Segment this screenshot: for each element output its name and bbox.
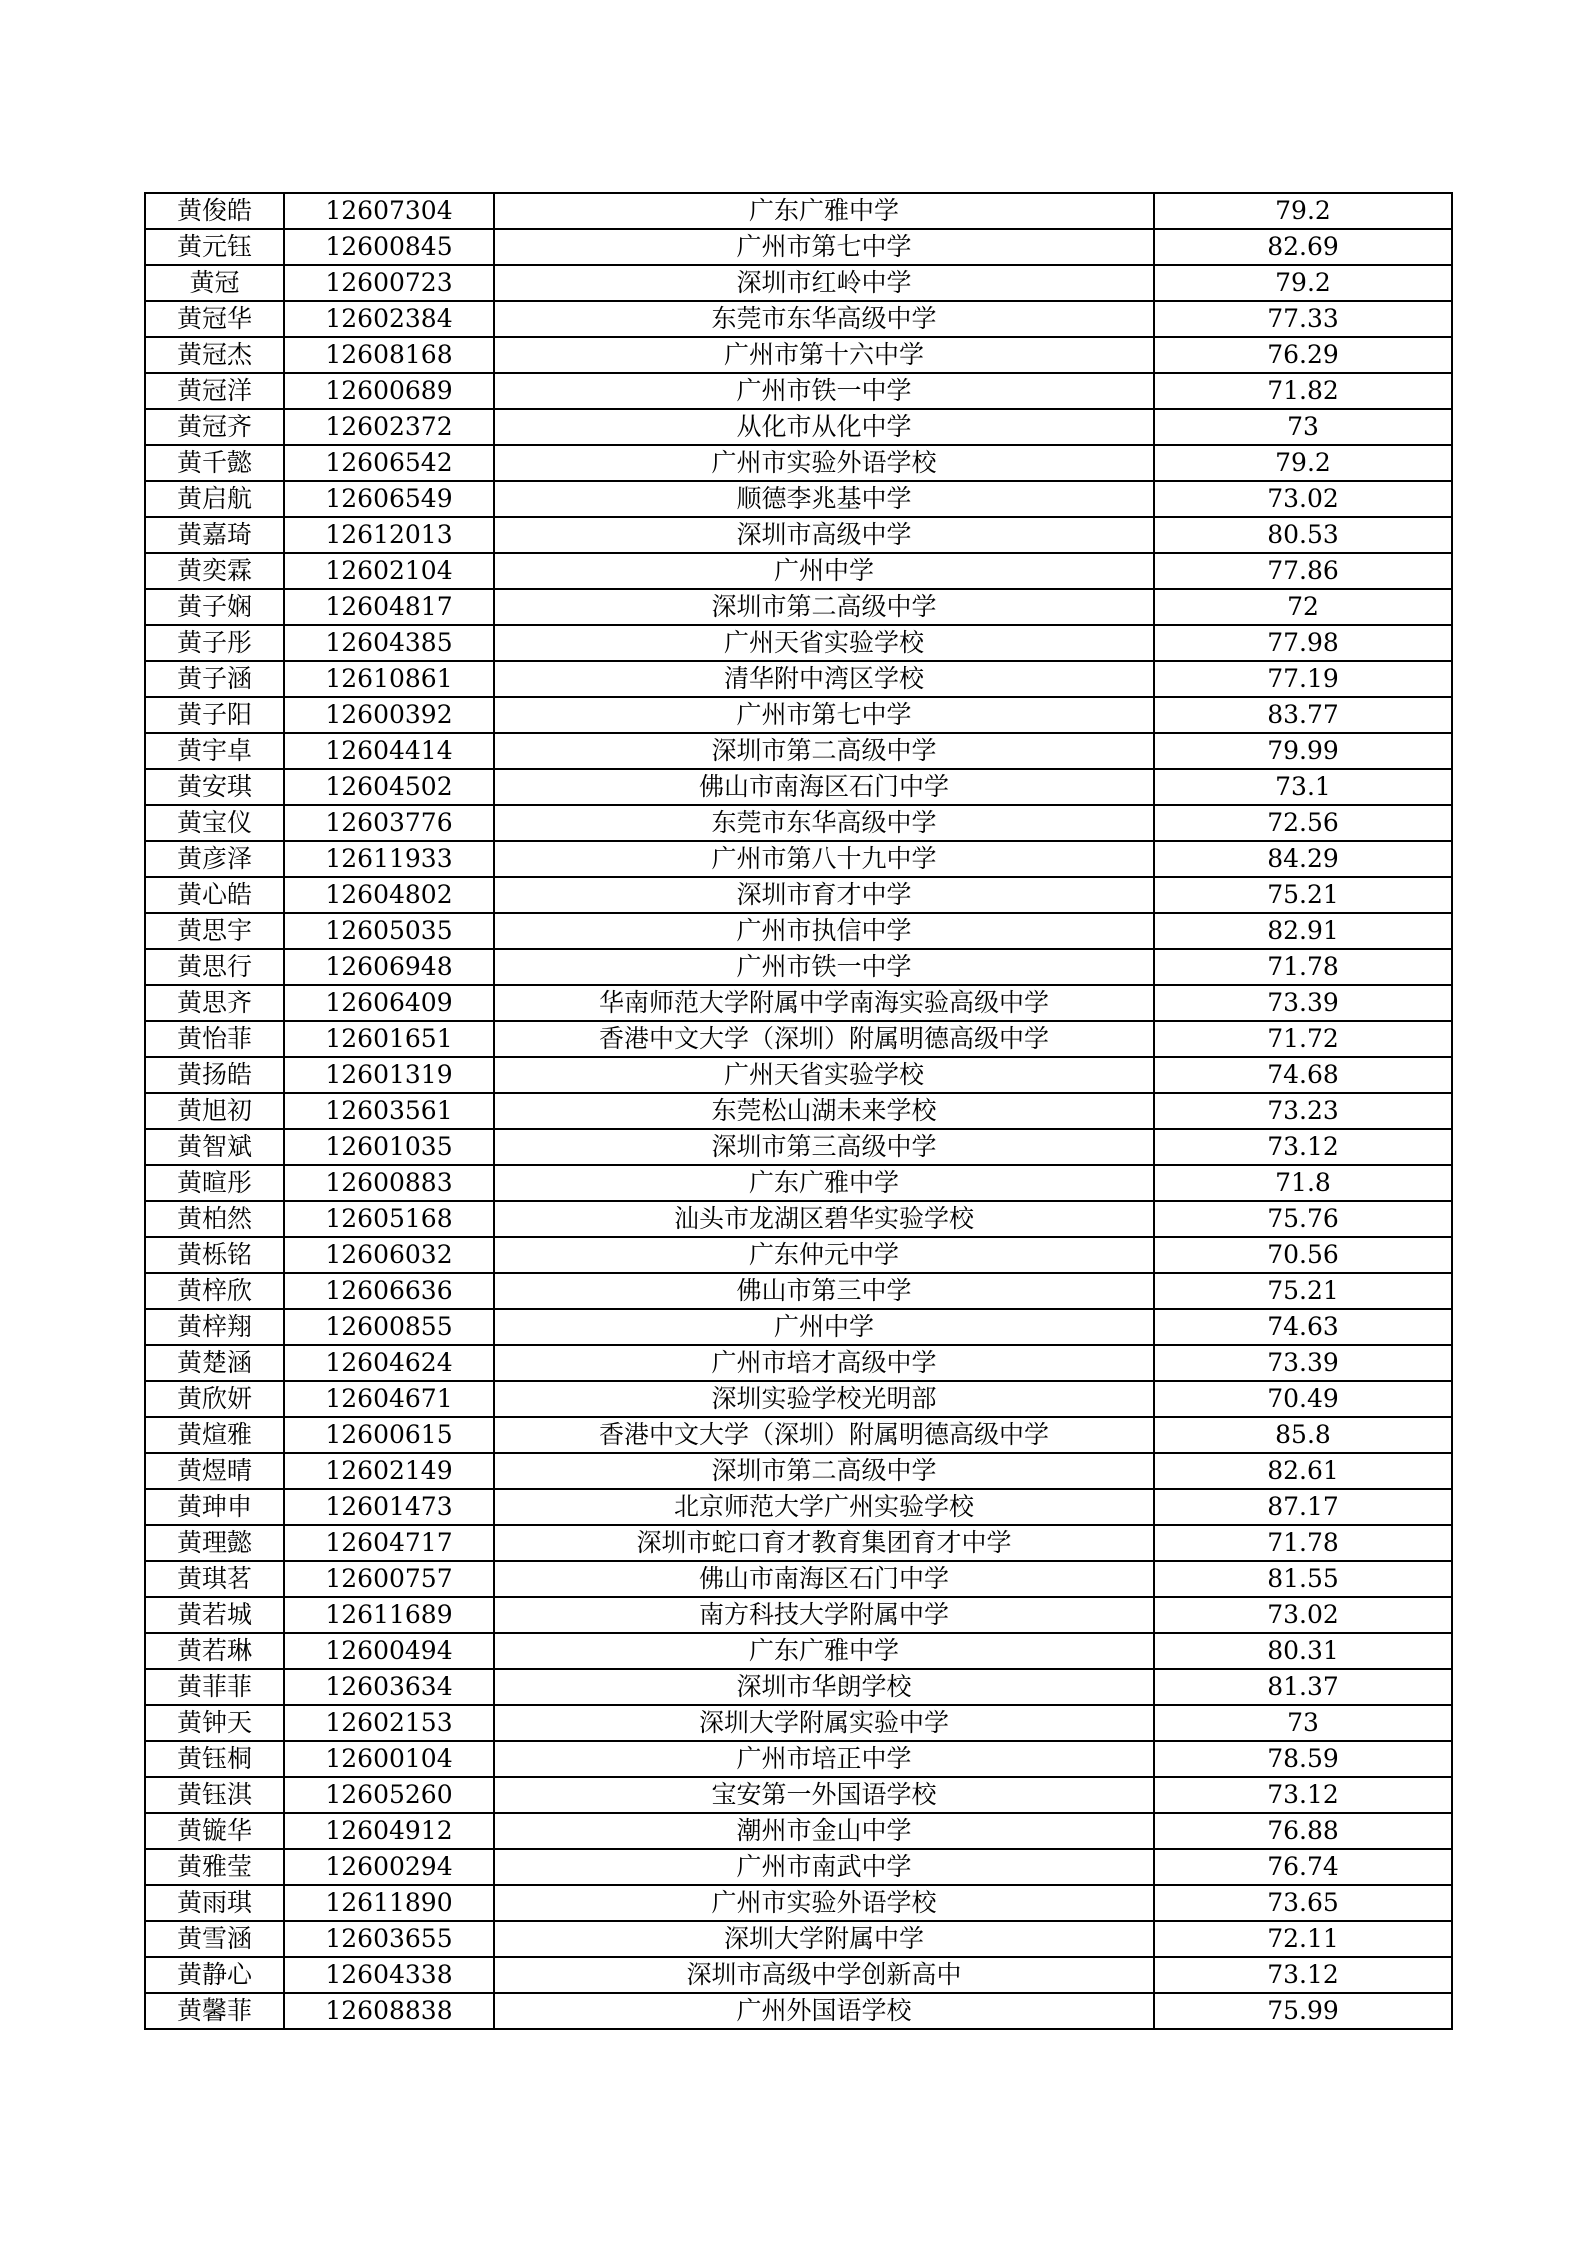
school-name-cell: 广州市铁一中学	[494, 949, 1154, 985]
student-id-cell: 12600392	[284, 697, 494, 733]
student-name-cell: 黄镟华	[145, 1813, 284, 1849]
table-row	[145, 1129, 1452, 1165]
student-id-cell: 12612013	[284, 517, 494, 553]
table-row	[145, 661, 1452, 697]
student-name-cell: 黄千懿	[145, 445, 284, 481]
score-cell: 77.19	[1154, 661, 1452, 697]
student-name-cell: 黄宇卓	[145, 733, 284, 769]
school-name-cell: 香港中文大学（深圳）附属明德高级中学	[494, 1417, 1154, 1453]
school-name-cell: 广东广雅中学	[494, 1165, 1154, 1201]
school-name-cell: 深圳市蛇口育才教育集团育才中学	[494, 1525, 1154, 1561]
school-name-cell: 广州中学	[494, 1309, 1154, 1345]
student-name-cell: 黄静心	[145, 1957, 284, 1993]
score-cell: 80.31	[1154, 1633, 1452, 1669]
student-id-cell: 12602149	[284, 1453, 494, 1489]
table-row	[145, 1849, 1452, 1885]
table-row	[145, 1993, 1452, 2029]
student-name-cell: 黄欣妍	[145, 1381, 284, 1417]
score-cell: 71.78	[1154, 1525, 1452, 1561]
student-id-cell: 12603561	[284, 1093, 494, 1129]
score-cell: 73.39	[1154, 1345, 1452, 1381]
student-name-cell: 黄俊皓	[145, 193, 284, 229]
student-id-cell: 12611890	[284, 1885, 494, 1921]
school-name-cell: 广州市第七中学	[494, 697, 1154, 733]
student-name-cell: 黄若城	[145, 1597, 284, 1633]
student-id-cell: 12605260	[284, 1777, 494, 1813]
school-name-cell: 潮州市金山中学	[494, 1813, 1154, 1849]
student-id-cell: 12602104	[284, 553, 494, 589]
school-name-cell: 深圳市高级中学创新高中	[494, 1957, 1154, 1993]
student-id-cell: 12606409	[284, 985, 494, 1021]
student-id-cell: 12603776	[284, 805, 494, 841]
table-row	[145, 1561, 1452, 1597]
student-id-cell: 12603655	[284, 1921, 494, 1957]
score-cell: 82.91	[1154, 913, 1452, 949]
school-name-cell: 深圳大学附属中学	[494, 1921, 1154, 1957]
table-row	[145, 1525, 1452, 1561]
table-row	[145, 1633, 1452, 1669]
table-row	[145, 1705, 1452, 1741]
table-row	[145, 1597, 1452, 1633]
score-cell: 70.49	[1154, 1381, 1452, 1417]
score-cell: 79.2	[1154, 445, 1452, 481]
score-cell: 73.1	[1154, 769, 1452, 805]
table-row	[145, 409, 1452, 445]
table-row	[145, 877, 1452, 913]
school-name-cell: 广州市执信中学	[494, 913, 1154, 949]
student-id-cell: 12603634	[284, 1669, 494, 1705]
school-name-cell: 东莞松山湖未来学校	[494, 1093, 1154, 1129]
table-row	[145, 1309, 1452, 1345]
student-name-cell: 黄冠	[145, 265, 284, 301]
student-name-cell: 黄冠洋	[145, 373, 284, 409]
school-name-cell: 从化市从化中学	[494, 409, 1154, 445]
school-name-cell: 清华附中湾区学校	[494, 661, 1154, 697]
school-name-cell: 深圳市高级中学	[494, 517, 1154, 553]
table-row	[145, 805, 1452, 841]
table-row	[145, 445, 1452, 481]
school-name-cell: 东莞市东华高级中学	[494, 301, 1154, 337]
school-name-cell: 深圳市华朗学校	[494, 1669, 1154, 1705]
score-cell: 75.21	[1154, 1273, 1452, 1309]
student-name-cell: 黄煊雅	[145, 1417, 284, 1453]
student-name-cell: 黄理懿	[145, 1525, 284, 1561]
student-id-cell: 12606549	[284, 481, 494, 517]
student-name-cell: 黄彦泽	[145, 841, 284, 877]
school-name-cell: 深圳实验学校光明部	[494, 1381, 1154, 1417]
student-name-cell: 黄琪茗	[145, 1561, 284, 1597]
student-id-cell: 12606032	[284, 1237, 494, 1273]
student-id-cell: 12601473	[284, 1489, 494, 1525]
school-name-cell: 广州市培正中学	[494, 1741, 1154, 1777]
score-cell: 77.33	[1154, 301, 1452, 337]
student-id-cell: 12607304	[284, 193, 494, 229]
table-row	[145, 1921, 1452, 1957]
score-cell: 76.29	[1154, 337, 1452, 373]
student-id-cell: 12601319	[284, 1057, 494, 1093]
score-cell: 81.55	[1154, 1561, 1452, 1597]
student-name-cell: 黄冠齐	[145, 409, 284, 445]
score-cell: 83.77	[1154, 697, 1452, 733]
school-name-cell: 深圳市第三高级中学	[494, 1129, 1154, 1165]
table-row	[145, 1813, 1452, 1849]
student-name-cell: 黄子娴	[145, 589, 284, 625]
student-name-cell: 黄梓欣	[145, 1273, 284, 1309]
student-id-cell: 12600757	[284, 1561, 494, 1597]
table-row	[145, 373, 1452, 409]
score-cell: 73.65	[1154, 1885, 1452, 1921]
student-name-cell: 黄扬皓	[145, 1057, 284, 1093]
table-row	[145, 517, 1452, 553]
score-cell: 72.56	[1154, 805, 1452, 841]
table-row	[145, 769, 1452, 805]
score-cell: 75.99	[1154, 1993, 1452, 2029]
student-name-cell: 黄冠杰	[145, 337, 284, 373]
table-row	[145, 337, 1452, 373]
score-cell: 73.39	[1154, 985, 1452, 1021]
student-id-cell: 12602384	[284, 301, 494, 337]
student-id-cell: 12604802	[284, 877, 494, 913]
score-cell: 80.53	[1154, 517, 1452, 553]
student-id-cell: 12606636	[284, 1273, 494, 1309]
school-name-cell: 广州市实验外语学校	[494, 1885, 1154, 1921]
table-row	[145, 553, 1452, 589]
school-name-cell: 华南师范大学附属中学南海实验高级中学	[494, 985, 1154, 1021]
score-cell: 82.69	[1154, 229, 1452, 265]
student-name-cell: 黄启航	[145, 481, 284, 517]
student-name-cell: 黄旭初	[145, 1093, 284, 1129]
student-name-cell: 黄心皓	[145, 877, 284, 913]
school-name-cell: 佛山市南海区石门中学	[494, 1561, 1154, 1597]
student-id-cell: 12601651	[284, 1021, 494, 1057]
score-cell: 74.63	[1154, 1309, 1452, 1345]
table-row	[145, 1093, 1452, 1129]
score-cell: 74.68	[1154, 1057, 1452, 1093]
table-row	[145, 1273, 1452, 1309]
score-cell: 85.8	[1154, 1417, 1452, 1453]
score-cell: 78.59	[1154, 1741, 1452, 1777]
school-name-cell: 深圳市红岭中学	[494, 265, 1154, 301]
score-cell: 71.78	[1154, 949, 1452, 985]
student-name-cell: 黄思宇	[145, 913, 284, 949]
table-row	[145, 265, 1452, 301]
table-row	[145, 985, 1452, 1021]
school-name-cell: 北京师范大学广州实验学校	[494, 1489, 1154, 1525]
score-cell: 70.56	[1154, 1237, 1452, 1273]
student-name-cell: 黄奕霖	[145, 553, 284, 589]
school-name-cell: 顺德李兆基中学	[494, 481, 1154, 517]
student-id-cell: 12605168	[284, 1201, 494, 1237]
student-name-cell: 黄思行	[145, 949, 284, 985]
student-id-cell: 12604912	[284, 1813, 494, 1849]
score-cell: 71.82	[1154, 373, 1452, 409]
table-row	[145, 1201, 1452, 1237]
score-cell: 73.02	[1154, 1597, 1452, 1633]
score-cell: 87.17	[1154, 1489, 1452, 1525]
student-id-cell: 12600723	[284, 265, 494, 301]
student-id-cell: 12600883	[284, 1165, 494, 1201]
student-name-cell: 黄元钰	[145, 229, 284, 265]
school-name-cell: 广州市培才高级中学	[494, 1345, 1154, 1381]
student-id-cell: 12606542	[284, 445, 494, 481]
student-name-cell: 黄雨琪	[145, 1885, 284, 1921]
student-id-cell: 12604817	[284, 589, 494, 625]
student-name-cell: 黄栎铭	[145, 1237, 284, 1273]
table-row	[145, 697, 1452, 733]
school-name-cell: 广州市第十六中学	[494, 337, 1154, 373]
student-name-cell: 黄安琪	[145, 769, 284, 805]
table-row	[145, 1345, 1452, 1381]
student-id-cell: 12611933	[284, 841, 494, 877]
school-name-cell: 广州市第七中学	[494, 229, 1154, 265]
score-cell: 84.29	[1154, 841, 1452, 877]
table-row	[145, 1741, 1452, 1777]
score-cell: 81.37	[1154, 1669, 1452, 1705]
school-name-cell: 广东广雅中学	[494, 193, 1154, 229]
table-row	[145, 1957, 1452, 1993]
score-cell: 73.12	[1154, 1957, 1452, 1993]
student-id-cell: 12600855	[284, 1309, 494, 1345]
score-cell: 75.21	[1154, 877, 1452, 913]
student-name-cell: 黄馨菲	[145, 1993, 284, 2029]
student-name-cell: 黄楚涵	[145, 1345, 284, 1381]
school-name-cell: 广州天省实验学校	[494, 1057, 1154, 1093]
school-name-cell: 广州外国语学校	[494, 1993, 1154, 2029]
student-name-cell: 黄嘉琦	[145, 517, 284, 553]
student-id-cell: 12600689	[284, 373, 494, 409]
table-row	[145, 1165, 1452, 1201]
student-id-cell: 12602153	[284, 1705, 494, 1741]
school-name-cell: 深圳大学附属实验中学	[494, 1705, 1154, 1741]
table-row	[145, 1453, 1452, 1489]
student-id-cell: 12611689	[284, 1597, 494, 1633]
student-id-cell: 12604414	[284, 733, 494, 769]
table-row	[145, 1057, 1452, 1093]
student-name-cell: 黄宝仪	[145, 805, 284, 841]
table-row	[145, 589, 1452, 625]
student-id-cell: 12600845	[284, 229, 494, 265]
table-row	[145, 1237, 1452, 1273]
school-name-cell: 广东仲元中学	[494, 1237, 1154, 1273]
student-id-cell: 12604671	[284, 1381, 494, 1417]
score-cell: 73.12	[1154, 1129, 1452, 1165]
student-id-cell: 12608838	[284, 1993, 494, 2029]
student-name-cell: 黄菲菲	[145, 1669, 284, 1705]
table-row	[145, 481, 1452, 517]
roster-table-body	[145, 193, 1452, 2029]
score-cell: 79.2	[1154, 265, 1452, 301]
student-id-cell: 12600494	[284, 1633, 494, 1669]
student-id-cell: 12601035	[284, 1129, 494, 1165]
table-row	[145, 229, 1452, 265]
student-name-cell: 黄思齐	[145, 985, 284, 1021]
table-row	[145, 625, 1452, 661]
score-cell: 77.98	[1154, 625, 1452, 661]
table-row	[145, 193, 1452, 229]
table-row	[145, 301, 1452, 337]
score-cell: 79.2	[1154, 193, 1452, 229]
score-cell: 73.12	[1154, 1777, 1452, 1813]
student-id-cell: 12602372	[284, 409, 494, 445]
school-name-cell: 广州市第八十九中学	[494, 841, 1154, 877]
score-cell: 71.8	[1154, 1165, 1452, 1201]
table-row	[145, 1381, 1452, 1417]
score-cell: 77.86	[1154, 553, 1452, 589]
student-id-cell: 12604385	[284, 625, 494, 661]
student-id-cell: 12600104	[284, 1741, 494, 1777]
student-name-cell: 黄智斌	[145, 1129, 284, 1165]
student-name-cell: 黄煜晴	[145, 1453, 284, 1489]
table-row	[145, 913, 1452, 949]
school-name-cell: 宝安第一外国语学校	[494, 1777, 1154, 1813]
school-name-cell: 广东广雅中学	[494, 1633, 1154, 1669]
school-name-cell: 广州天省实验学校	[494, 625, 1154, 661]
school-name-cell: 东莞市东华高级中学	[494, 805, 1154, 841]
roster-table	[144, 192, 1453, 2030]
school-name-cell: 深圳市第二高级中学	[494, 589, 1154, 625]
school-name-cell: 广州市铁一中学	[494, 373, 1154, 409]
student-name-cell: 黄钰淇	[145, 1777, 284, 1813]
student-name-cell: 黄暄彤	[145, 1165, 284, 1201]
school-name-cell: 广州市实验外语学校	[494, 445, 1154, 481]
student-name-cell: 黄若琳	[145, 1633, 284, 1669]
score-cell: 73.02	[1154, 481, 1452, 517]
student-id-cell: 12606948	[284, 949, 494, 985]
score-cell: 71.72	[1154, 1021, 1452, 1057]
student-name-cell: 黄子阳	[145, 697, 284, 733]
school-name-cell: 深圳市育才中学	[494, 877, 1154, 913]
student-id-cell: 12600294	[284, 1849, 494, 1885]
student-id-cell: 12600615	[284, 1417, 494, 1453]
school-name-cell: 香港中文大学（深圳）附属明德高级中学	[494, 1021, 1154, 1057]
student-name-cell: 黄梓翔	[145, 1309, 284, 1345]
school-name-cell: 佛山市南海区石门中学	[494, 769, 1154, 805]
score-cell: 75.76	[1154, 1201, 1452, 1237]
school-name-cell: 深圳市第二高级中学	[494, 1453, 1154, 1489]
score-cell: 76.88	[1154, 1813, 1452, 1849]
school-name-cell: 汕头市龙湖区碧华实验学校	[494, 1201, 1154, 1237]
student-id-cell: 12610861	[284, 661, 494, 697]
student-id-cell: 12608168	[284, 337, 494, 373]
student-id-cell: 12604338	[284, 1957, 494, 1993]
table-row	[145, 1021, 1452, 1057]
student-name-cell: 黄钟天	[145, 1705, 284, 1741]
student-name-cell: 黄子涵	[145, 661, 284, 697]
school-name-cell: 佛山市第三中学	[494, 1273, 1154, 1309]
score-cell: 73	[1154, 409, 1452, 445]
table-row	[145, 1669, 1452, 1705]
table-row	[145, 841, 1452, 877]
score-cell: 73	[1154, 1705, 1452, 1741]
student-id-cell: 12604624	[284, 1345, 494, 1381]
student-name-cell: 黄珅申	[145, 1489, 284, 1525]
school-name-cell: 广州市南武中学	[494, 1849, 1154, 1885]
student-name-cell: 黄雪涵	[145, 1921, 284, 1957]
student-id-cell: 12604717	[284, 1525, 494, 1561]
score-cell: 72	[1154, 589, 1452, 625]
student-name-cell: 黄钰桐	[145, 1741, 284, 1777]
table-row	[145, 1489, 1452, 1525]
score-cell: 82.61	[1154, 1453, 1452, 1489]
table-row	[145, 1417, 1452, 1453]
student-id-cell: 12604502	[284, 769, 494, 805]
student-id-cell: 12605035	[284, 913, 494, 949]
school-name-cell: 南方科技大学附属中学	[494, 1597, 1154, 1633]
school-name-cell: 广州中学	[494, 553, 1154, 589]
score-cell: 73.23	[1154, 1093, 1452, 1129]
score-cell: 79.99	[1154, 733, 1452, 769]
student-name-cell: 黄怡菲	[145, 1021, 284, 1057]
student-name-cell: 黄柏然	[145, 1201, 284, 1237]
score-cell: 72.11	[1154, 1921, 1452, 1957]
school-name-cell: 深圳市第二高级中学	[494, 733, 1154, 769]
score-cell: 76.74	[1154, 1849, 1452, 1885]
table-row	[145, 1885, 1452, 1921]
table-row	[145, 949, 1452, 985]
table-row	[145, 1777, 1452, 1813]
student-name-cell: 黄雅莹	[145, 1849, 284, 1885]
table-row	[145, 733, 1452, 769]
student-name-cell: 黄冠华	[145, 301, 284, 337]
student-name-cell: 黄子彤	[145, 625, 284, 661]
